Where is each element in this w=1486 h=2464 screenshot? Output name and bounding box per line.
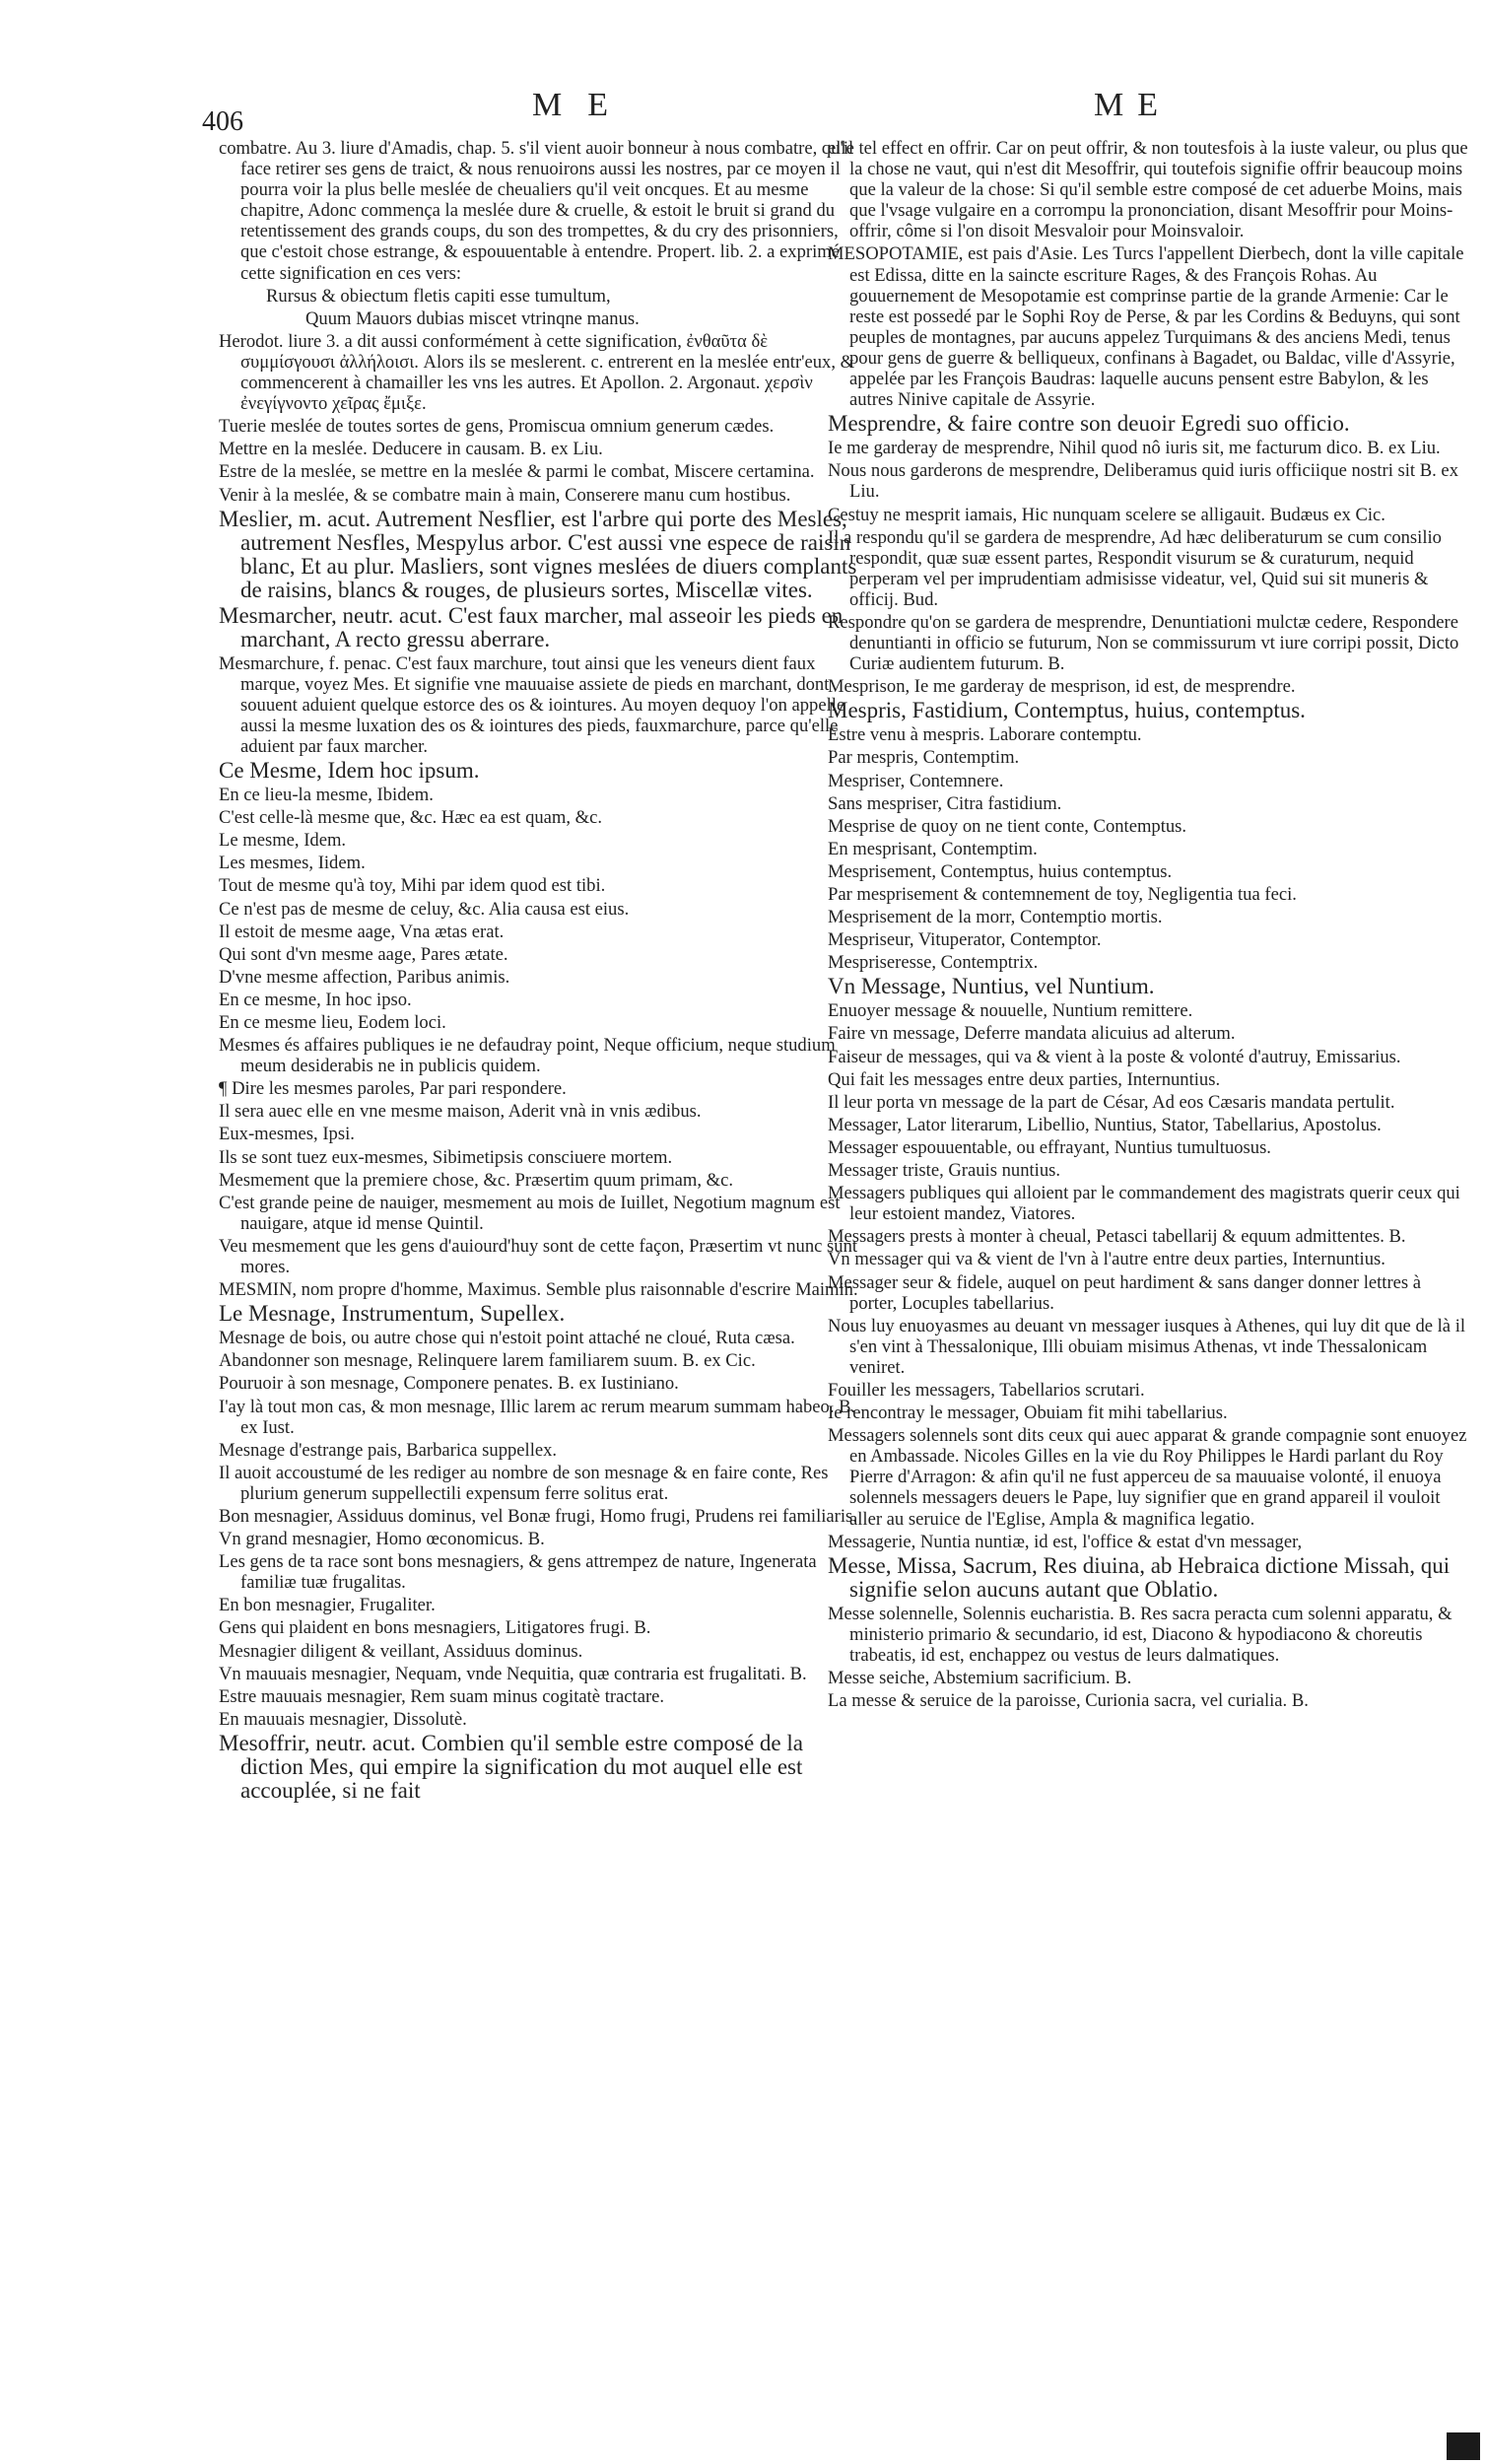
- dictionary-entry: Il estoit de mesme aage, Vna ætas erat.: [219, 921, 505, 942]
- dictionary-entry: Bon mesnagier, Assiduus dominus, vel Bonæ frugi, Homo frugi, Prudens rei familiaris.: [219, 1505, 857, 1527]
- dictionary-entry: Veu mesmement que les gens d'auiourd'huy sont de cette façon, Præsertim vt nunc sunt mores.: [219, 1235, 858, 1278]
- dictionary-entry: Le Mesnage, Instrumentum, Supellex.: [219, 1301, 566, 1327]
- dictionary-entry: Mettre en la meslée. Deducere in causam. B. ex Liu.: [219, 439, 603, 460]
- dictionary-entry: Mesprendre, & faire contre son deuoir Egredi suo officio.: [828, 411, 1350, 437]
- dictionary-entry: Mesnage de bois, ou autre chose qui n'estoit point attaché ne cloué, Ruta cæsa.: [219, 1328, 795, 1349]
- dictionary-entry: Mesnage d'estrange pais, Barbarica suppellex.: [219, 1439, 558, 1461]
- dictionary-entry: Cestuy ne mesprit iamais, Hic nunquam scelere se alligauit. Budæus ex Cic.: [828, 504, 1385, 525]
- dictionary-entry: Estre venu à mespris. Laborare contemptu.: [828, 724, 1142, 746]
- right-column: [828, 138, 1468, 1713]
- dictionary-entry: Ce Mesme, Idem hoc ipsum.: [219, 758, 480, 784]
- dictionary-entry: Par mesprisement & contemnement de toy, Negligentia tua feci.: [828, 884, 1297, 905]
- dictionary-entry: Qui sont d'vn mesme aage, Pares ætate.: [219, 943, 508, 965]
- dictionary-entry: Tout de mesme qu'à toy, Mihi par idem quod est tibi.: [219, 875, 606, 897]
- dictionary-entry: Il a respondu qu'il se gardera de mesprendre, Ad hæc deliberaturum se cum consilio respondit, quæ suæ essent partes, Respondit visurum se & curaturum, nequid perperam vel per imprudentiam admisisse videatur, vel, Quid sui sit muneris & officij. Bud.: [828, 526, 1442, 610]
- dictionary-entry: Il auoit accoustumé de les rediger au nombre de son mesnage & en faire conte, Res plurium generum suppellectili expensum ferre solitus erat.: [219, 1462, 829, 1504]
- dictionary-entry: Messager espouuentable, ou effrayant, Nuntius tumultuosus.: [828, 1136, 1271, 1158]
- dictionary-entry: Messagers prests à monter à cheual, Petasci tabellarij & equum admittentes. B.: [828, 1226, 1406, 1248]
- dictionary-entry: Mesprisement, Contemptus, huius contemptus.: [828, 860, 1173, 882]
- dictionary-entry: Il leur porta vn message de la part de César, Ad eos Cæsaris mandata pertulit.: [828, 1091, 1395, 1113]
- dictionary-entry: elle tel effect en offrir. Car on peut offrir, & non toutesfois à la iuste valeur, ou plus que la chose ne vaut, qui n'est dit Mesoffrir, qui toutefois signifie offrir beaucoup moins que la valeur de la chose: Si qu'il semble estre composé de cet aduerbe Moins, mais que l'vsage vulgaire en a corrompu la prononciation, disant Mesoffrir pour Moins-offrir, côme si l'on disoit Mesvaloir pour Moinsvaloir.: [828, 138, 1468, 242]
- dictionary-entry: En ce mesme, In hoc ipso.: [219, 989, 412, 1010]
- dictionary-entry: En bon mesnagier, Frugaliter.: [219, 1595, 436, 1616]
- dictionary-entry: combatre. Au 3. liure d'Amadis, chap. 5. s'il vient auoir bonneur à nous combatre, qu'il face retirer ses gens de traict, & nous renuoirons aussi les nostres, par ce moyen il pourra voir la plus belle meslée de cheualiers qu'il veit oncques. Et au mesme chapitre, Adonc commença la meslée dure & cruelle, & estoit le bruit si grand du retentissement des grands coups, du son des trompettes, & du cry des prisonniers, que c'estoit chose estrange, & espouuentable à entendre. Propert. lib. 2. a exprimé cette signification en ces vers:: [219, 138, 854, 284]
- page-number: 406: [202, 106, 243, 137]
- dictionary-entry: Estre mauuais mesnagier, Rem suam minus cogitatè tractare.: [219, 1685, 665, 1707]
- dictionary-entry: Messe, Missa, Sacrum, Res diuina, ab Hebraica dictione Missah, qui signifie selon aucuns autant que Oblatio.: [828, 1552, 1451, 1602]
- dictionary-entry: Fouiller les messagers, Tabellarios scrutari.: [828, 1379, 1145, 1401]
- dictionary-entry: En mesprisant, Contemptim.: [828, 838, 1038, 859]
- dictionary-entry: ¶ Dire les mesmes paroles, Par pari respondere.: [219, 1078, 567, 1100]
- scan-corner-mark: [1447, 2432, 1480, 2460]
- dictionary-entry: Messager triste, Grauis nuntius.: [828, 1160, 1060, 1182]
- dictionary-entry: Il sera auec elle en vne mesme maison, Aderit vnà in vnis ædibus.: [219, 1101, 702, 1123]
- dictionary-entry: Messagers publiques qui alloient par le commandement des magistrats querir ceux qui leur estoient mandez, Viatores.: [828, 1183, 1460, 1225]
- dictionary-entry: Messe seiche, Abstemium sacrificium. B.: [828, 1668, 1132, 1688]
- dictionary-entry: En mauuais mesnagier, Dissolutè.: [219, 1708, 467, 1730]
- dictionary-entry: Gens qui plaident en bons mesnagiers, Litigatores frugi. B.: [219, 1617, 651, 1639]
- dictionary-entry: Mesnagier diligent & veillant, Assiduus dominus.: [219, 1640, 583, 1662]
- dictionary-entry: Meslier, m. acut. Autrement Nesflier, est l'arbre qui porte des Mesles, autrement Nesfles, Mespylus arbor. C'est aussi vne espece de raisin blanc, Et au plur. Masliers, sont vignes meslées de diuers complants de raisins, blancs & rouges, de plusieurs sortes, Miscellæ vites.: [219, 506, 857, 602]
- dictionary-entry: I'ay là tout mon cas, & mon mesnage, Illic larem ac rerum mearum summam habeo. B. ex Iust.: [219, 1396, 856, 1438]
- dictionary-entry: Pouruoir à son mesnage, Componere penates. B. ex Iustiniano.: [219, 1373, 679, 1395]
- dictionary-entry: Rursus & obiectum fletis capiti esse tumultum,: [266, 285, 611, 307]
- dictionary-entry: Nous nous garderons de mesprendre, Deliberamus quid iuris officiique nostri sit B. ex Liu.: [828, 460, 1458, 503]
- running-head-right: ME: [1094, 87, 1172, 123]
- dictionary-entry: En ce mesme lieu, Eodem loci.: [219, 1012, 446, 1033]
- dictionary-entry: Abandonner son mesnage, Relinquere larem familiarem suum. B. ex Cic.: [219, 1350, 756, 1372]
- dictionary-entry: Vn mauuais mesnagier, Nequam, vnde Nequitia, quæ contraria est frugalitati. B.: [219, 1663, 807, 1684]
- dictionary-entry: Mespris, Fastidium, Contemptus, huius, contemptus.: [828, 698, 1306, 723]
- dictionary-entry: MESMIN, nom propre d'homme, Maximus. Semble plus raisonnable d'escrire Maimin.: [219, 1279, 858, 1301]
- dictionary-entry: Quum Mauors dubias miscet vtrinqne manus.: [305, 308, 640, 329]
- dictionary-entry: Messagerie, Nuntia nuntiæ, id est, l'office & estat d'vn messager,: [828, 1531, 1303, 1552]
- dictionary-entry: Messe solennelle, Solennis eucharistia. B. Res sacra peracta cum solenni apparatu, & ministerio primario & secundario, id est, Diacono & hypodiacono & choreutis trabeatis, id est, enchappez ou vestus de leurs dalmatiques.: [828, 1603, 1452, 1666]
- dictionary-entry: Vn Message, Nuntius, vel Nuntium.: [828, 974, 1155, 999]
- dictionary-entry: Ils se sont tuez eux-mesmes, Sibimetipsis consciuere mortem.: [219, 1146, 673, 1168]
- dictionary-entry: Eux-mesmes, Ipsi.: [219, 1124, 355, 1145]
- dictionary-entry: Mesoffrir, neutr. acut. Combien qu'il semble estre composé de la diction Mes, qui empire la signification du mot auquel elle est accouplée, si ne fait: [219, 1730, 803, 1803]
- dictionary-entry: Mespriser, Contemnere.: [828, 770, 1004, 791]
- dictionary-entry: Estre de la meslée, se mettre en la meslée & parmi le combat, Miscere certamina.: [219, 461, 815, 483]
- dictionary-entry: Qui fait les messages entre deux parties, Internuntius.: [828, 1068, 1221, 1090]
- dictionary-entry: Vn messager qui va & vient de l'vn à l'autre entre deux parties, Internuntius.: [828, 1249, 1385, 1270]
- dictionary-entry: Ce n'est pas de mesme de celuy, &c. Alia causa est eius.: [219, 898, 630, 920]
- dictionary-entry: La messe & seruice de la paroisse, Curionia sacra, vel curialia. B.: [828, 1690, 1309, 1712]
- dictionary-entry: Mesmes és affaires publiques ie ne defaudray point, Neque officium, neque studium meum desiderabis ne in publicis quidem.: [219, 1035, 836, 1077]
- dictionary-entry: Mesprise de quoy on ne tient conte, Contemptus.: [828, 815, 1187, 837]
- dictionary-entry: D'vne mesme affection, Paribus animis.: [219, 966, 510, 988]
- dictionary-entry: Vn grand mesnagier, Homo œconomicus. B.: [219, 1529, 545, 1550]
- dictionary-entry: Le mesme, Idem.: [219, 830, 347, 852]
- dictionary-entry: Faiseur de messages, qui va & vient à la poste & volonté d'autruy, Emissarius.: [828, 1046, 1401, 1067]
- dictionary-entry: Mesmarcher, neutr. acut. C'est faux marcher, mal asseoir les pieds en marchant, A recto gressu aberrare.: [219, 602, 844, 651]
- dictionary-entry: Venir à la meslée, & se combatre main à main, Conserere manu cum hostibus.: [219, 484, 791, 506]
- dictionary-entry: Enuoyer message & nouuelle, Nuntium remittere.: [828, 1000, 1193, 1022]
- dictionary-entry: Les mesmes, Iidem.: [219, 853, 366, 874]
- dictionary-entry: En ce lieu-la mesme, Ibidem.: [219, 785, 434, 806]
- dictionary-entry: Mesmarchure, f. penac. C'est faux marchure, tout ainsi que les veneurs dient faux marque, voyez Mes. Et signifie vne mauuaise assiete de pieds en marchant, dont souuent aduient quelque estorce des os & iointures. Au moyen dequoy l'on appelle aussi la mesme luxation des os & iointures des pieds, fauxmarchure, parce qu'elle aduient par faux marcher.: [219, 652, 845, 757]
- dictionary-entry: C'est celle-là mesme que, &c. Hæc ea est quam, &c.: [219, 807, 603, 829]
- dictionary-entry: Tuerie meslée de toutes sortes de gens, Promiscua omnium generum cædes.: [219, 416, 775, 438]
- dictionary-entry: Par mespris, Contemptim.: [828, 747, 1020, 769]
- dictionary-entry: Ie rencontray le messager, Obuiam fit mihi tabellarius.: [828, 1403, 1228, 1424]
- dictionary-entry: Messager, Lator literarum, Libellio, Nuntius, Stator, Tabellarius, Apostolus.: [828, 1114, 1382, 1135]
- dictionary-entry: Les gens de ta race sont bons mesnagiers, & gens attrempez de nature, Ingenerata familiæ tuæ frugalitas.: [219, 1551, 817, 1594]
- left-column: [219, 138, 859, 1805]
- dictionary-entry: MESOPOTAMIE, est pais d'Asie. Les Turcs l'appellent Dierbech, dont la ville capitale est Edissa, ditte en la saincte escriture Rages, & des François Rohas. Au gouuernement de Mesopotamie est comprinse partie de la grande Armenie: Car le reste est possedé par le Sophi Roy de Perse, & par les Cordins & Beduyns, qui sont peuples de montagnes, par aucuns appelez Turquimans & des anciens Medi, tenus pour gens de guerre & belliqueux, confinans à Bagadet, ou Baldac, ville d'Assyrie, appelée par les François Baudras: laquelle aucuns pensent estre Babylon, & les autres Ninive capitale de Assyrie.: [828, 243, 1464, 411]
- dictionary-entry: Messagers solennels sont dits ceux qui auec apparat & grande compagnie sont enuoyez en Ambassade. Nicoles Gilles en la vie du Roy Philippes le Hardi parlant du Roy Pierre d'Arragon: & afin qu'il ne fust apperceu de sa mauuaise volonté, il enuoya solennels messagers deuers le Pape, luy signifier que en grand appareil il vouloit aller au seruice de l'Eglise, Ampla & magnifica legatio.: [828, 1425, 1467, 1530]
- dictionary-entry: Mesmement que la premiere chose, &c. Præsertim quum primam, &c.: [219, 1169, 734, 1191]
- dictionary-entry: Mesprisement de la morr, Contemptio mortis.: [828, 907, 1163, 928]
- dictionary-entry: Sans mespriser, Citra fastidium.: [828, 792, 1062, 814]
- dictionary-entry: Herodot. liure 3. a dit aussi conformément à cette signification, ἐνθαῦτα δὲ συμμίσγουσι ἀλλήλοισι. Alors ils se meslerent. c. entrerent en la meslée entr'eux, & commencerent à chamailler les vns les autres. Et Apollon. 2. Argonaut. χερσὶν ἐνεγίγνοντο χεῖρας ἔμιξε.: [219, 330, 855, 415]
- dictionary-entry: C'est grande peine de nauiger, mesmement au mois de Iuillet, Negotium magnum est nauigare, atque id mense Quintil.: [219, 1192, 841, 1234]
- dictionary-entry: Messager seur & fidele, auquel on peut hardiment & sans danger donner lettres à porter, Locuples tabellarius.: [828, 1271, 1422, 1314]
- dictionary-entry: Faire vn message, Deferre mandata alicuius ad alterum.: [828, 1023, 1236, 1045]
- dictionary-entry: Mespriseur, Vituperator, Contemptor.: [828, 929, 1102, 951]
- dictionary-entry: Mespriseresse, Contemptrix.: [828, 952, 1039, 974]
- running-head-left: ME: [532, 87, 634, 123]
- dictionary-entry: Nous luy enuoyasmes au deuant vn messager iusques à Athenes, qui luy dit que de là il s'en vint à Thessalonique, Illi obuiam misimus Athenas, vt inde Thessalonicam veniret.: [828, 1315, 1466, 1378]
- dictionary-entry: Ie me garderay de mesprendre, Nihil quod nô iuris sit, me facturum dico. B. ex Liu.: [828, 438, 1441, 459]
- dictionary-entry: Mesprison, Ie me garderay de mesprison, id est, de mesprendre.: [828, 676, 1296, 698]
- dictionary-entry: Respondre qu'on se gardera de mesprendre, Denuntiationi mulctæ cedere, Respondere denuntianti in officio se futurum, Non se commissurum vt iure corripi possit, Dicto Curiæ audientem futurum. B.: [828, 611, 1459, 675]
